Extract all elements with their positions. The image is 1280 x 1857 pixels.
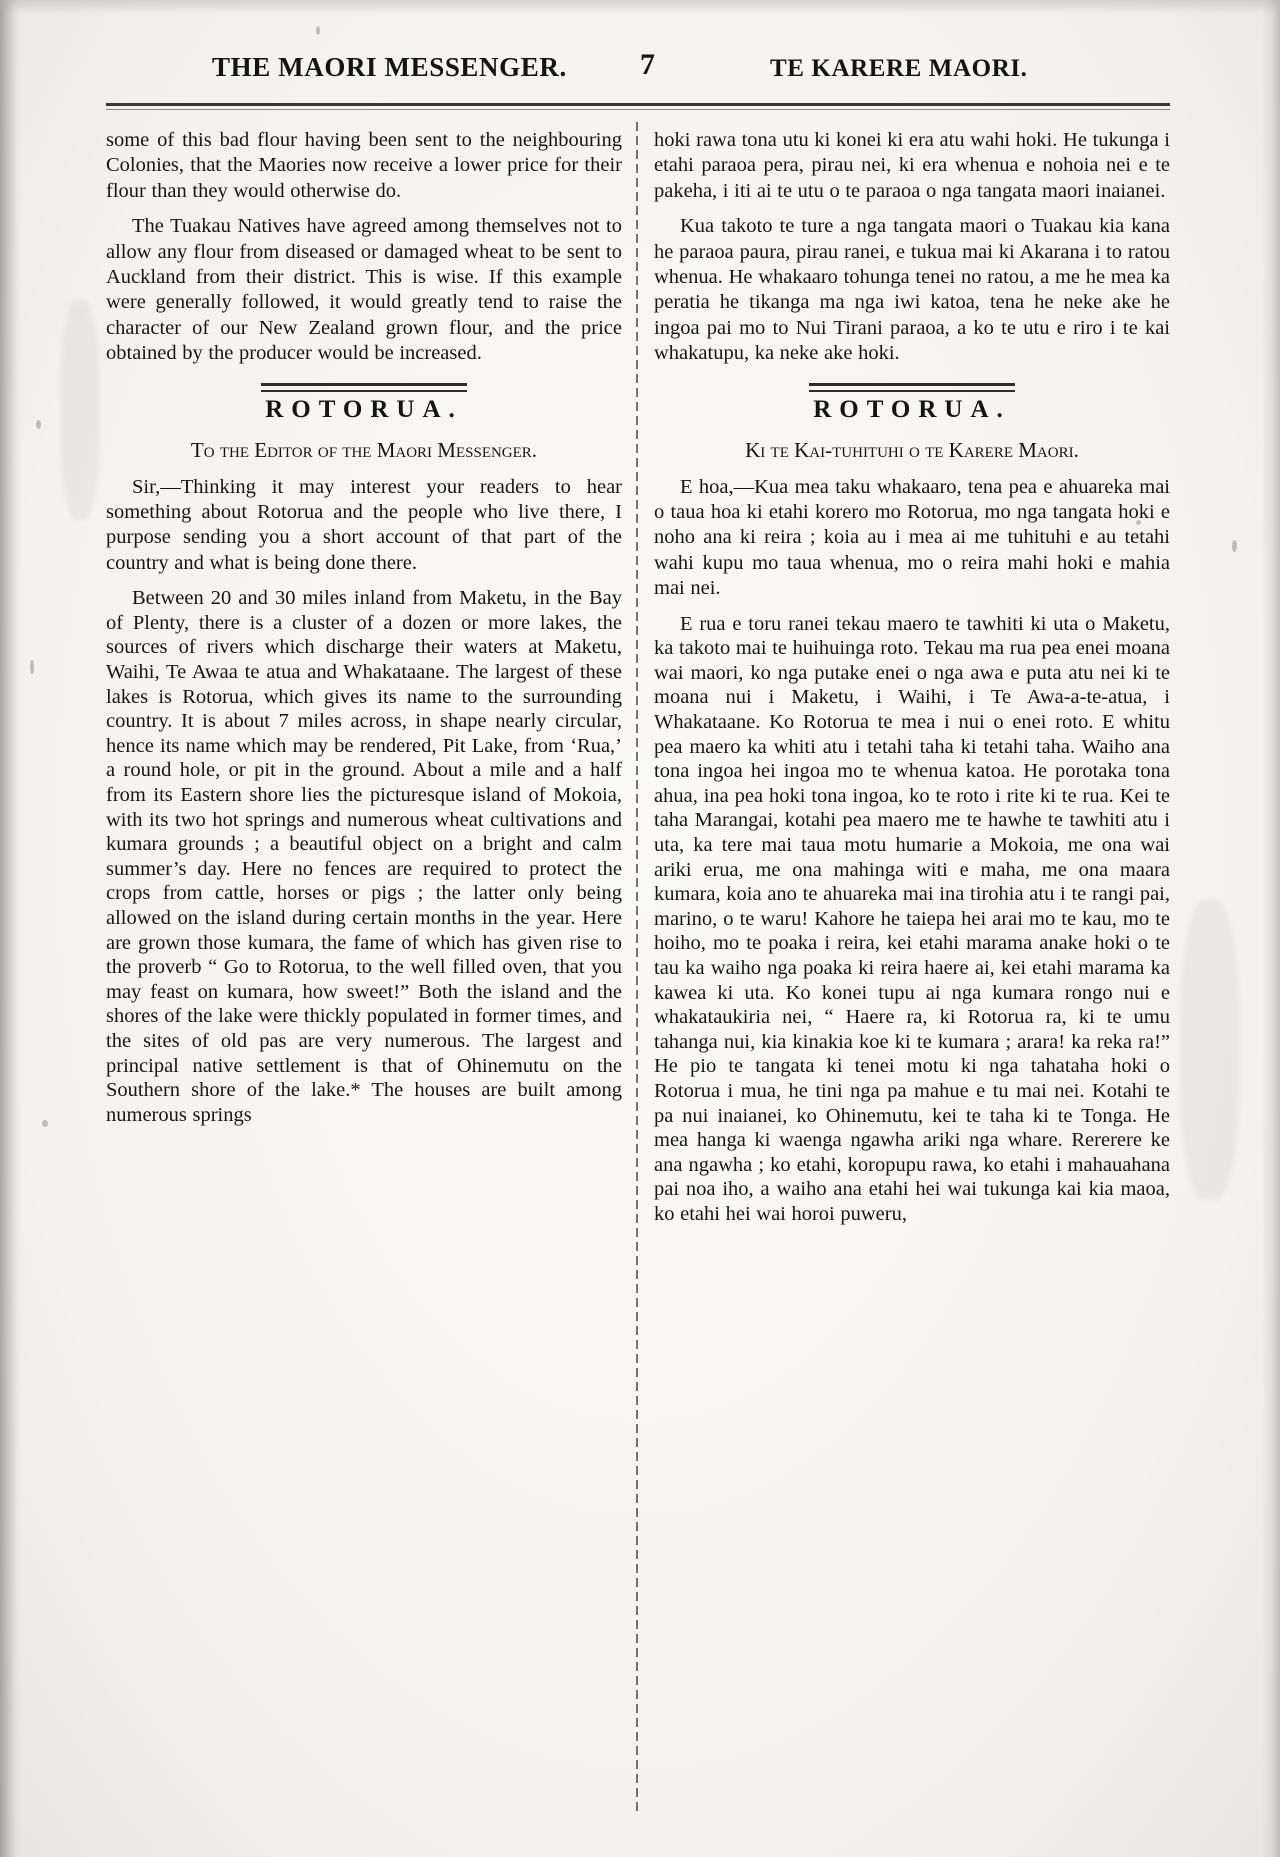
paragraph: some of this bad flour having been sent to the neighbouring Colonies, that the Maories now receive a lower price for their flour than they would otherwise do. [106,129,622,202]
section-rule-secondary [261,390,467,392]
paragraph: E hoa,—Kua mea taku whakaaro, tena pea e ahuareka mai o taua hoa ki etahi korero mo Rotorua, mo nga tangata hoki e noho ana ki reira ; koia au i mea ai me tuhituhi e au tetahi wahi kupu mo taua whenua, mo o reira mahi hoki e mahia mai nei. [654,475,1170,600]
paragraph: E rua e toru ranei tekau maero te tawhiti ki uta o Maketu, ka takoto mai te huihuinga roto. Tekau ma rua pea enei moana wai maori, ko nga putake enei o nga awa e puta atu nei ki te moana nui i Maketu, i Waihi, i Te Awa-a-te-atua, i Whakataane. Ko Rotorua te mea i nui o enei roto. E whitu pea maero ka whiti atu i tetahi taha ki tetahi taha. Waiho ana tona ingoa hei ingoa mo te whenua katoa. He porotaka tona ahua, ina pea hoki tona ingoa, ko te roto i rite ki te rua. Kei te taha Marangai, kotahi pea maero me te hawhe te tawhiti atu i uta, ka tere mai taua motu humarie a Mokoia, me ona wai ariki erua, me ona mahinga witi e maha, me ona maara kumara, koia ano te ahuareka mai ina tirohia atu i te rangi pai, marino, o te waru! Kahore he taiepa hei arai mo te kau, mo te hoiho, mo te poaka i reira, kei etahi marama anake hoki o te tau ka waiho nga poaka ki reira haere ai, kei etahi marama ka kawea ki uta. Ko konei tupu ai nga kumara rongo nui e whakataukiria nei, “ Haere ra, ki Rotorua ra, ki te umu tahanga nui, kia kinakia koe ki te kumara ; arara! ka reka ra!” He pio te tangata ki tenei motu ki nga tahataha hoki o Rotorua i mua, he tini nga pa mahue e tu mai nei. Kotahi te pa nui inaianei, ko Ohinemutu, kei te taha ki te Tonga. He mea hanga ki waenga ngawha ariki nga whare. Rererere ke ana ngawha ; ko etahi, koropupu rawa, ko etahi i mahauahana pai noa iho, a waiho ana etahi hei wai tukunga kai kia maoa, ko etahi hei wai horoi puweru, [654,612,1171,1225]
section-heading-rotorua-maori: ROTORUA. [813,395,1011,423]
scan-blotch [60,300,100,520]
paragraph: The Tuakau Natives have agreed among themselves not to allow any flour from diseased or damaged wheat to be sent to Auckland from their district. This is wise. If this example were generally followed, it would greatly tend to raise the character of our New Zealand grown flour, and the price obtained by the producer would be increased. [106,215,622,365]
column-divider [636,122,638,1812]
masthead-maori-title: TE KARERE MAORI. [770,55,1028,82]
masthead-english-title: THE MAORI MESSENGER. [212,52,567,82]
letter-addressee: Ki te Kai-tuhituhi o te Karere Maori. [745,437,1079,462]
section-rule-secondary [809,390,1015,392]
scan-speck [316,26,320,35]
scan-speck [36,420,41,429]
scan-edge-top [0,0,1280,14]
header-rule-secondary [106,109,1170,110]
masthead [150,48,1140,92]
letter-addressee: To the Editor of the Maori Messenger. [190,437,538,462]
left-column [106,128,622,1137]
section-rule [809,383,1015,386]
paragraph: hoki rawa tona utu ki konei ki era atu wahi hoki. He tukunga i etahi paraoa pera, pirau nei, ki era whenua e nohoia nei e te pakeha, i iti ai te utu o te paraoa o nga tangata maori inaianei. [654,129,1170,202]
scan-blotch [1180,900,1240,1200]
header-rule [106,103,1170,106]
section-heading-rotorua: ROTORUA. [265,395,463,423]
paragraph: Between 20 and 30 miles inland from Maketu, in the Bay of Plenty, there is a cluster of a dozen or more lakes, the sources of rivers which discharge their waters at Maketu, Waihi, Te Awaa te atua and Whakataane. The largest of these lakes is Rotorua, which gives its name to the surrounding country. It is about 7 miles across, in shape nearly circular, hence its name which may be rendered, Pit Lake, from ‘Rua,’ a round hole, or pit in the ground. About a mile and a half from its Eastern shore lies the picturesque island of Mokoia, with its two hot springs and numerous wheat cultivations and kumara grounds ; a beautiful object on a bright and calm summer’s day. Here no fences are required to protect the crops from cattle, horses or pigs ; the latter only being allowed on the island during certain months in the year. Here are grown those kumara, the fame of which has given rise to the proverb “ Go to Rotorua, to the well filled oven, that you may feast on kumara, how sweet!” Both the island and the shores of the lake were thickly populated in former times, and the sites of old pas are very numerous. The largest and principal native settlement is that of Ohinemutu on the Southern shore of the lake.* The houses are built among numerous springs [106,587,622,1126]
right-column [654,128,1170,1237]
paragraph: Sir,—Thinking it may interest your readers to hear something about Rotorua and the people who live there, I purpose sending you a short account of that part of the country and what is being done there. [106,475,622,574]
scan-speck [42,1120,48,1127]
scan-edge-right [1262,0,1280,1857]
page-number: 7 [640,48,655,81]
scan-speck [30,660,34,674]
scan-edge-left [0,0,22,1857]
scan-speck [1232,540,1237,552]
section-rule [261,383,467,386]
paragraph: Kua takoto te ture a nga tangata maori o Tuakau kia kana he paraoa paura, pirau ranei, e tukua mai ki Akarana i to ratou whenua. He whakaaro tohunga tenei no ratou, a me he mea ka peratia he tikanga ma nga iwi katoa, tena he neke ake he ingoa pai mo to Nui Tirani paraoa, a ko te utu e riro i te kai whakatupu, ka neke ake hoki. [654,215,1170,365]
